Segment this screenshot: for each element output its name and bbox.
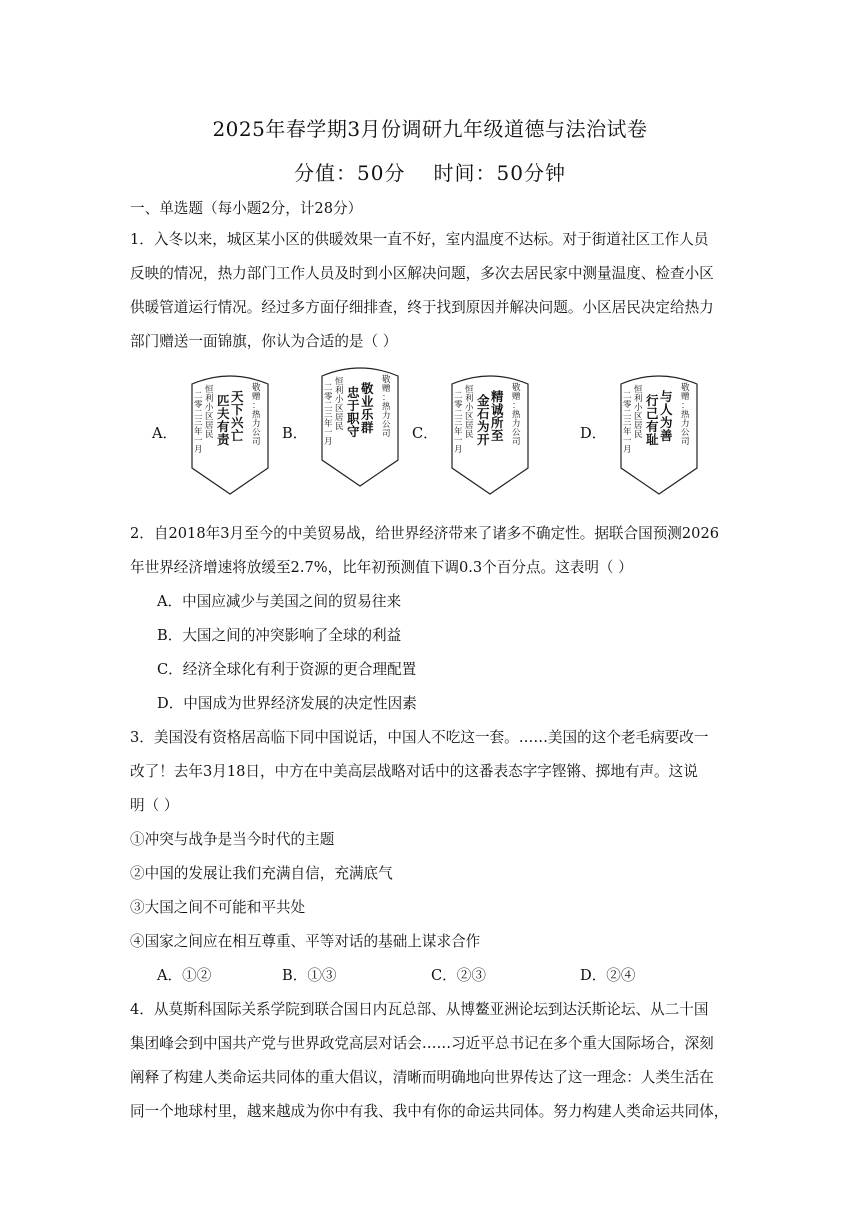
q4-line: 阐释了构建人类命运共同体的重大倡议，清晰而明确地向世界传达了这一理念：人类生活在 (130, 1069, 714, 1086)
banner-recipient-char: 敬 (252, 383, 261, 393)
banner-recipient-char: 力 (252, 418, 261, 429)
banner-donor-char: 利 (634, 393, 643, 404)
q1-option-d-label: D． (580, 425, 607, 442)
banner-motto-left-char: 下 (231, 402, 244, 418)
banner-motto-right-char: 开 (477, 432, 490, 448)
banner-donor-char: 区 (634, 411, 643, 422)
q3-option-d: D．②④ (580, 967, 636, 984)
banner-donor-date-char: 一 (623, 435, 632, 446)
banner-donor-date-char: 二 (454, 391, 463, 401)
banner-donor-date-char: 一 (324, 427, 333, 438)
banner-donor-date (454, 392, 463, 454)
banner-motto-left-char: 天 (231, 389, 244, 404)
banner-donor-date-char: 零 (454, 399, 463, 410)
banner-donor-date-char: 年 (454, 426, 463, 437)
banner-donor-date-char: 三 (324, 409, 333, 420)
banner-recipient-char: ： (252, 400, 261, 411)
banner-donor-date (194, 392, 203, 454)
banner-recipient-char: 赠 (681, 391, 690, 402)
q1-line: 1．入冬以来，城区某小区的供暖效果一直不好，室内温度不达标。对于街道社区工作人员 (130, 231, 709, 248)
banner-recipient-char: 力 (512, 418, 521, 429)
banner-recipient-char: 热 (681, 409, 690, 420)
banner-motto-right (646, 394, 659, 447)
banner-motto-left-char: 至 (491, 428, 504, 444)
time-label: 时间：50分钟 (433, 161, 566, 185)
banner-motto-left-char: 敬 (361, 381, 374, 396)
banner-donor-char: 区 (335, 403, 344, 414)
banner-donor-date-char: 零 (623, 399, 632, 410)
q2-line: 2．自2018年3月至今的中美贸易战，给世界经济带来了诸多不确定性。据联合国预测2026 (130, 525, 720, 542)
banner-donor-char: 恒 (465, 385, 474, 395)
banner-motto-left-char: 业 (361, 394, 374, 410)
banner-motto-left-char: 诚 (491, 402, 504, 418)
q1-option-a-label: A． (152, 425, 178, 442)
banner-recipient (252, 384, 261, 446)
q1-banner-c (448, 372, 532, 496)
banner-recipient-char: 力 (382, 410, 391, 421)
banner-donor-char: 民 (205, 429, 214, 440)
banner-donor-char: 小 (634, 402, 643, 413)
banner-recipient-char: 司 (252, 436, 261, 447)
banner-donor-date-char: 三 (194, 417, 203, 428)
banner-donor-date-char: 月 (194, 444, 203, 455)
banner-donor-date-char: 二 (623, 408, 632, 419)
banner-recipient (382, 376, 391, 438)
banner-motto-right-char: 有 (646, 419, 659, 435)
banner-donor-char: 民 (465, 429, 474, 440)
score-label: 分值：50分 (294, 161, 406, 185)
q1-line: 反映的情况，热力部门工作人员及时到小区解决问题，多次去居民家中测量温度、检查小区 (130, 265, 714, 282)
banner-donor-char: 区 (465, 411, 474, 422)
banner-donor-date-char: 二 (324, 383, 333, 393)
banner-motto-left-char: 人 (660, 402, 673, 418)
banner-motto-right-char: 石 (477, 406, 490, 422)
banner-recipient-char: 敬 (382, 375, 391, 385)
banner-motto-left (660, 390, 673, 443)
banner-motto-left-char: 群 (361, 420, 374, 436)
banner-recipient-char: 公 (252, 427, 261, 438)
banner-donor-date-char: 年 (623, 426, 632, 437)
exam-title: 2025年春学期3月份调研九年级道德与法治试卷 (212, 117, 648, 141)
q3-option-a: A．①② (157, 967, 212, 984)
q2-option-c: C．经济全球化有利于资源的更合理配置 (157, 661, 417, 678)
banner-donor (205, 386, 214, 440)
q2-option-b: B．大国之间的冲突影响了全球的利益 (157, 627, 402, 644)
banner-motto-right (347, 386, 360, 439)
banner-motto-left-char: 与 (660, 389, 673, 404)
banner-donor (335, 378, 344, 432)
banner-donor-date-char: 三 (623, 417, 632, 428)
banner-donor-char: 恒 (205, 385, 214, 395)
banner-motto-left (491, 390, 504, 443)
q2-option-d: D．中国成为世界经济发展的决定性因素 (157, 695, 417, 712)
q2-line: 年世界经济增速将放缓至2.7%，比年初预测值下调0.3个百分点。这表明（ ） (130, 559, 633, 576)
banner-donor-date-char: 二 (623, 391, 632, 401)
banner-donor-char: 利 (465, 393, 474, 404)
banner-donor-char: 小 (335, 394, 344, 405)
banner-donor-char: 利 (205, 393, 214, 404)
banner-motto-right-char: 守 (347, 424, 360, 440)
banner-recipient-char: 敬 (512, 383, 521, 393)
q2-option-a: A．中国应减少与美国之间的贸易往来 (157, 593, 402, 610)
banner-motto-right-char: 责 (217, 432, 230, 448)
banner-recipient-char: 公 (681, 427, 690, 438)
banner-donor-char: 小 (205, 402, 214, 413)
banner-motto-left-char: 兴 (231, 415, 244, 431)
q3-option-c: C．②③ (431, 967, 486, 984)
q3-statement: ④国家之间应在相互尊重、平等对话的基础上谋求合作 (130, 933, 481, 950)
banner-motto-right-char: 金 (477, 393, 490, 408)
banner-recipient-char: ： (681, 400, 690, 411)
banner-donor-date (623, 392, 632, 454)
q3-statement: ①冲突与战争是当今时代的主题 (130, 831, 335, 848)
banner-donor-date (324, 384, 333, 446)
banner-donor-date-char: 月 (623, 444, 632, 455)
banner-donor-char: 居 (205, 420, 214, 431)
banner-donor-char: 民 (335, 421, 344, 432)
banner-donor-char: 恒 (335, 377, 344, 387)
q3-line: 3．美国没有资格居高临下同中国说话，中国人不吃这一套。……美国的这个老毛病要改一 (130, 729, 709, 746)
banner-motto-left-char: 精 (491, 389, 504, 404)
banner-motto-right (217, 394, 230, 447)
banner-donor-date-char: 二 (194, 408, 203, 419)
banner-motto-right-char: 忠 (347, 385, 360, 400)
banner-motto-left-char: 所 (491, 415, 504, 431)
q4-line: 4．从莫斯科国际关系学院到联合国日内瓦总部、从博鳌亚洲论坛到达沃斯论坛、从二十国 (130, 1001, 709, 1018)
banner-donor-date-char: 年 (194, 426, 203, 437)
banner-donor-char: 小 (465, 402, 474, 413)
banner-donor-date-char: 年 (324, 418, 333, 429)
banner-recipient-char: 热 (382, 401, 391, 412)
banner-recipient-char: 热 (512, 409, 521, 420)
banner-motto-right-char: 为 (477, 419, 490, 435)
banner-motto-left-char: 亡 (231, 428, 244, 444)
banner-motto-right-char: 耻 (646, 432, 659, 448)
banner-donor (465, 386, 474, 440)
banner-motto-right-char: 己 (646, 406, 659, 422)
banner-recipient (681, 384, 690, 446)
banner-motto-right-char: 行 (646, 393, 659, 408)
banner-recipient-char: 公 (382, 419, 391, 430)
q1-line: 部门赠送一面锦旗，你认为合适的是（ ） (130, 333, 398, 350)
banner-donor-date-char: 零 (194, 399, 203, 410)
banner-donor-char: 居 (335, 412, 344, 423)
banner-recipient-char: 赠 (252, 391, 261, 402)
banner-motto-right-char: 夫 (217, 406, 230, 422)
banner-recipient (512, 384, 521, 446)
q3-line: 改了！去年3月18日，中方在中美高层战略对话中的这番表态字字铿锵、掷地有声。这说 (130, 763, 698, 780)
banner-recipient-char: 司 (512, 436, 521, 447)
banner-donor-char: 利 (335, 385, 344, 396)
banner-motto-left-char: 为 (660, 415, 673, 431)
banner-recipient-char: 赠 (382, 383, 391, 394)
q1-line: 供暖管道运行情况。经过多方面仔细排查，终于找到原因并解决问题。小区居民决定给热力 (130, 299, 714, 316)
banner-donor-date-char: 一 (454, 435, 463, 446)
q1-option-c-label: C． (412, 425, 438, 442)
banner-donor-date-char: 二 (454, 408, 463, 419)
banner-motto-left-char: 善 (660, 428, 673, 444)
q3-statement: ②中国的发展让我们充满自信，充满底气 (130, 865, 393, 882)
banner-donor-date-char: 零 (324, 391, 333, 402)
banner-recipient-char: 司 (382, 428, 391, 439)
banner-donor-char: 区 (205, 411, 214, 422)
banner-recipient-char: 敬 (681, 383, 690, 393)
q1-option-b-label: B． (282, 425, 308, 442)
q1-banner-d (617, 372, 701, 496)
banner-donor-date-char: 三 (454, 417, 463, 428)
banner-motto-right-char: 于 (347, 398, 360, 414)
q1-banner-b (318, 364, 402, 488)
banner-recipient-char: 赠 (512, 391, 521, 402)
banner-donor-char: 恒 (634, 385, 643, 395)
banner-donor-date-char: 月 (324, 436, 333, 447)
banner-donor-date-char: 月 (454, 444, 463, 455)
banner-recipient-char: 公 (512, 427, 521, 438)
banner-motto-left (361, 382, 374, 435)
banner-donor (634, 386, 643, 440)
banner-donor-date-char: 二 (324, 400, 333, 411)
banner-donor-char: 民 (634, 429, 643, 440)
banner-motto-left (231, 390, 244, 443)
q4-line: 集团峰会到中国共产党与世界政党高层对话会……习近平总书记在多个重大国际场合，深刻 (130, 1035, 714, 1052)
banner-recipient-char: 力 (681, 418, 690, 429)
q3-statement: ③大国之间不可能和平共处 (130, 899, 306, 916)
banner-donor-char: 居 (465, 420, 474, 431)
q4-line: 同一个地球村里，越来越成为你中有我、我中有你的命运共同体。努力构建人类命运共同体， (130, 1103, 729, 1120)
banner-motto-left-char: 乐 (361, 407, 374, 423)
banner-recipient-char: ： (382, 392, 391, 403)
banner-recipient-char: 司 (681, 436, 690, 447)
q3-line: 明（ ） (130, 797, 179, 814)
exam-subtitle (0, 157, 860, 186)
section-heading: 一、单选题（每小题2分，计28分） (130, 200, 363, 217)
banner-recipient-char: ： (512, 400, 521, 411)
banner-motto-right-char: 有 (217, 419, 230, 435)
banner-donor-date-char: 二 (194, 391, 203, 401)
q3-option-b: B．①③ (282, 967, 337, 984)
banner-recipient-char: 热 (252, 409, 261, 420)
banner-donor-date-char: 一 (194, 435, 203, 446)
banner-motto-right (477, 394, 490, 447)
q1-banner-a (188, 372, 272, 496)
banner-donor-char: 居 (634, 420, 643, 431)
banner-motto-right-char: 匹 (217, 393, 230, 408)
banner-motto-right-char: 职 (347, 411, 360, 427)
